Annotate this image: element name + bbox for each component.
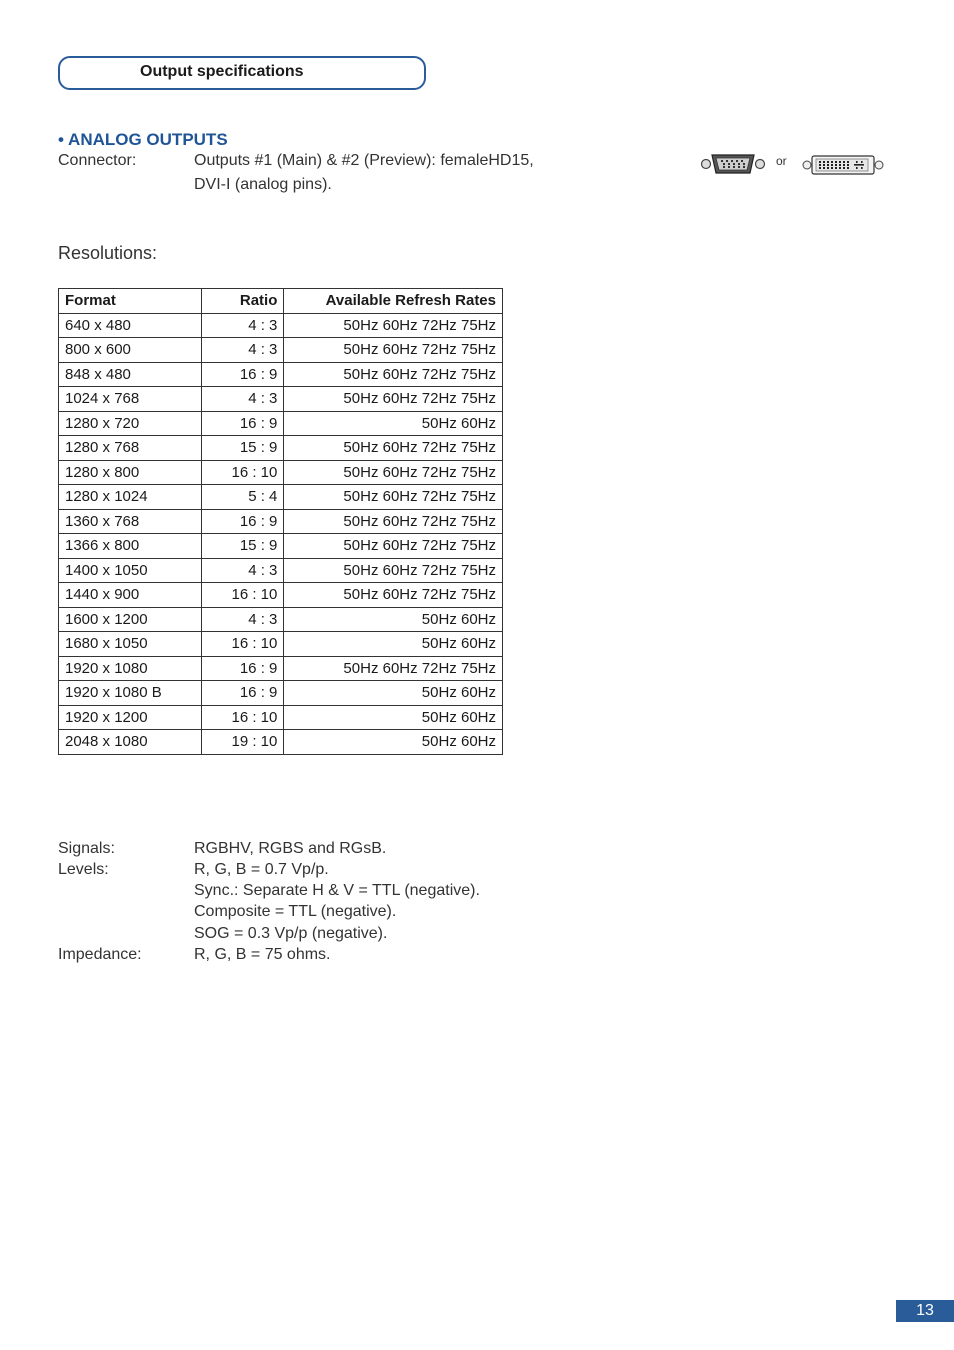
cell-format: 1366 x 800 [59,534,202,559]
table-row [59,362,503,387]
impedance-label: Impedance: [58,946,142,963]
cell-format: 1280 x 1024 [59,485,202,510]
cell-refresh-rates: 50Hz 60Hz 72Hz 75Hz [284,558,503,583]
cell-format: 1400 x 1050 [59,558,202,583]
cell-refresh-rates: 50Hz 60Hz [284,730,503,755]
cell-refresh-rates: 50Hz 60Hz [284,607,503,632]
table-row [59,387,503,412]
cell-ratio: 16 : 9 [201,411,284,436]
cell-refresh-rates: 50Hz 60Hz 72Hz 75Hz [284,362,503,387]
cell-ratio: 4 : 3 [201,607,284,632]
cell-ratio: 16 : 10 [201,460,284,485]
cell-ratio: 4 : 3 [201,313,284,338]
cell-refresh-rates: 50Hz 60Hz [284,705,503,730]
cell-refresh-rates: 50Hz 60Hz 72Hz 75Hz [284,313,503,338]
cell-ratio: 4 : 3 [201,558,284,583]
or-text: or [776,154,787,168]
cell-ratio: 15 : 9 [201,436,284,461]
cell-refresh-rates: 50Hz 60Hz 72Hz 75Hz [284,583,503,608]
cell-ratio: 5 : 4 [201,485,284,510]
cell-ratio: 16 : 10 [201,705,284,730]
page-number: 13 [896,1300,954,1322]
cell-refresh-rates: 50Hz 60Hz 72Hz 75Hz [284,460,503,485]
connector-illustrations [700,150,884,180]
levels-line-1: R, G, B = 0.7 Vp/p. [194,861,329,878]
cell-format: 1680 x 1050 [59,632,202,657]
levels-line-2: Sync.: Separate H & V = TTL (negative). [194,882,480,899]
connector-line-1: Outputs #1 (Main) & #2 (Preview): femaleHD15, [194,152,534,169]
cell-format: 640 x 480 [59,313,202,338]
cell-ratio: 4 : 3 [201,387,284,412]
cell-ratio: 16 : 10 [201,583,284,608]
levels-label: Levels: [58,861,109,878]
cell-format: 1440 x 900 [59,583,202,608]
cell-refresh-rates: 50Hz 60Hz 72Hz 75Hz [284,436,503,461]
cell-ratio: 16 : 9 [201,362,284,387]
cell-refresh-rates: 50Hz 60Hz 72Hz 75Hz [284,509,503,534]
resolutions-label: Resolutions: [58,243,158,263]
cell-ratio: 19 : 10 [201,730,284,755]
cell-refresh-rates: 50Hz 60Hz 72Hz 75Hz [284,485,503,510]
table-row [59,485,503,510]
table-row [59,558,503,583]
header-format: Format [59,289,202,314]
cell-format: 1280 x 720 [59,411,202,436]
signals-value: RGBHV, RGBS and RGsB. [194,840,387,857]
table-row [59,632,503,657]
table-row [59,705,503,730]
table-row [59,313,503,338]
cell-format: 1920 x 1200 [59,705,202,730]
table-header-row [59,289,503,314]
dvi-i-connector-icon [802,153,884,177]
signals-label: Signals: [58,840,115,857]
analog-outputs-heading: • ANALOG OUTPUTS [58,130,228,149]
cell-refresh-rates: 50Hz 60Hz 72Hz 75Hz [284,338,503,363]
cell-refresh-rates: 50Hz 60Hz [284,411,503,436]
cell-format: 1600 x 1200 [59,607,202,632]
table-row [59,656,503,681]
cell-refresh-rates: 50Hz 60Hz 72Hz 75Hz [284,534,503,559]
header-refresh-rates: Available Refresh Rates [284,289,503,314]
section-title-box [58,56,426,90]
table-row [59,583,503,608]
resolutions-table [58,288,503,755]
cell-format: 848 x 480 [59,362,202,387]
cell-ratio: 16 : 9 [201,681,284,706]
cell-refresh-rates: 50Hz 60Hz 72Hz 75Hz [284,656,503,681]
table-row [59,509,503,534]
table-body [59,313,503,754]
cell-ratio: 16 : 9 [201,656,284,681]
hd15-connector-icon [700,150,766,178]
cell-refresh-rates: 50Hz 60Hz [284,681,503,706]
cell-refresh-rates: 50Hz 60Hz [284,632,503,657]
cell-format: 800 x 600 [59,338,202,363]
section-title: Output specifications [140,63,304,80]
cell-ratio: 16 : 10 [201,632,284,657]
table-row [59,436,503,461]
cell-format: 1280 x 768 [59,436,202,461]
cell-format: 2048 x 1080 [59,730,202,755]
table-row [59,607,503,632]
impedance-value: R, G, B = 75 ohms. [194,946,331,963]
connector-line-2: DVI-I (analog pins). [194,176,332,193]
cell-format: 1920 x 1080 B [59,681,202,706]
connector-label: Connector: [58,152,137,169]
table-row [59,460,503,485]
table-row [59,730,503,755]
cell-format: 1280 x 800 [59,460,202,485]
table-row [59,534,503,559]
table-row [59,681,503,706]
cell-format: 1024 x 768 [59,387,202,412]
levels-line-3: Composite = TTL (negative). [194,903,397,920]
cell-ratio: 16 : 9 [201,509,284,534]
table-row [59,411,503,436]
cell-format: 1920 x 1080 [59,656,202,681]
cell-ratio: 15 : 9 [201,534,284,559]
cell-format: 1360 x 768 [59,509,202,534]
cell-ratio: 4 : 3 [201,338,284,363]
table-row [59,338,503,363]
levels-line-4: SOG = 0.3 Vp/p (negative). [194,925,388,942]
header-ratio: Ratio [201,289,284,314]
cell-refresh-rates: 50Hz 60Hz 72Hz 75Hz [284,387,503,412]
